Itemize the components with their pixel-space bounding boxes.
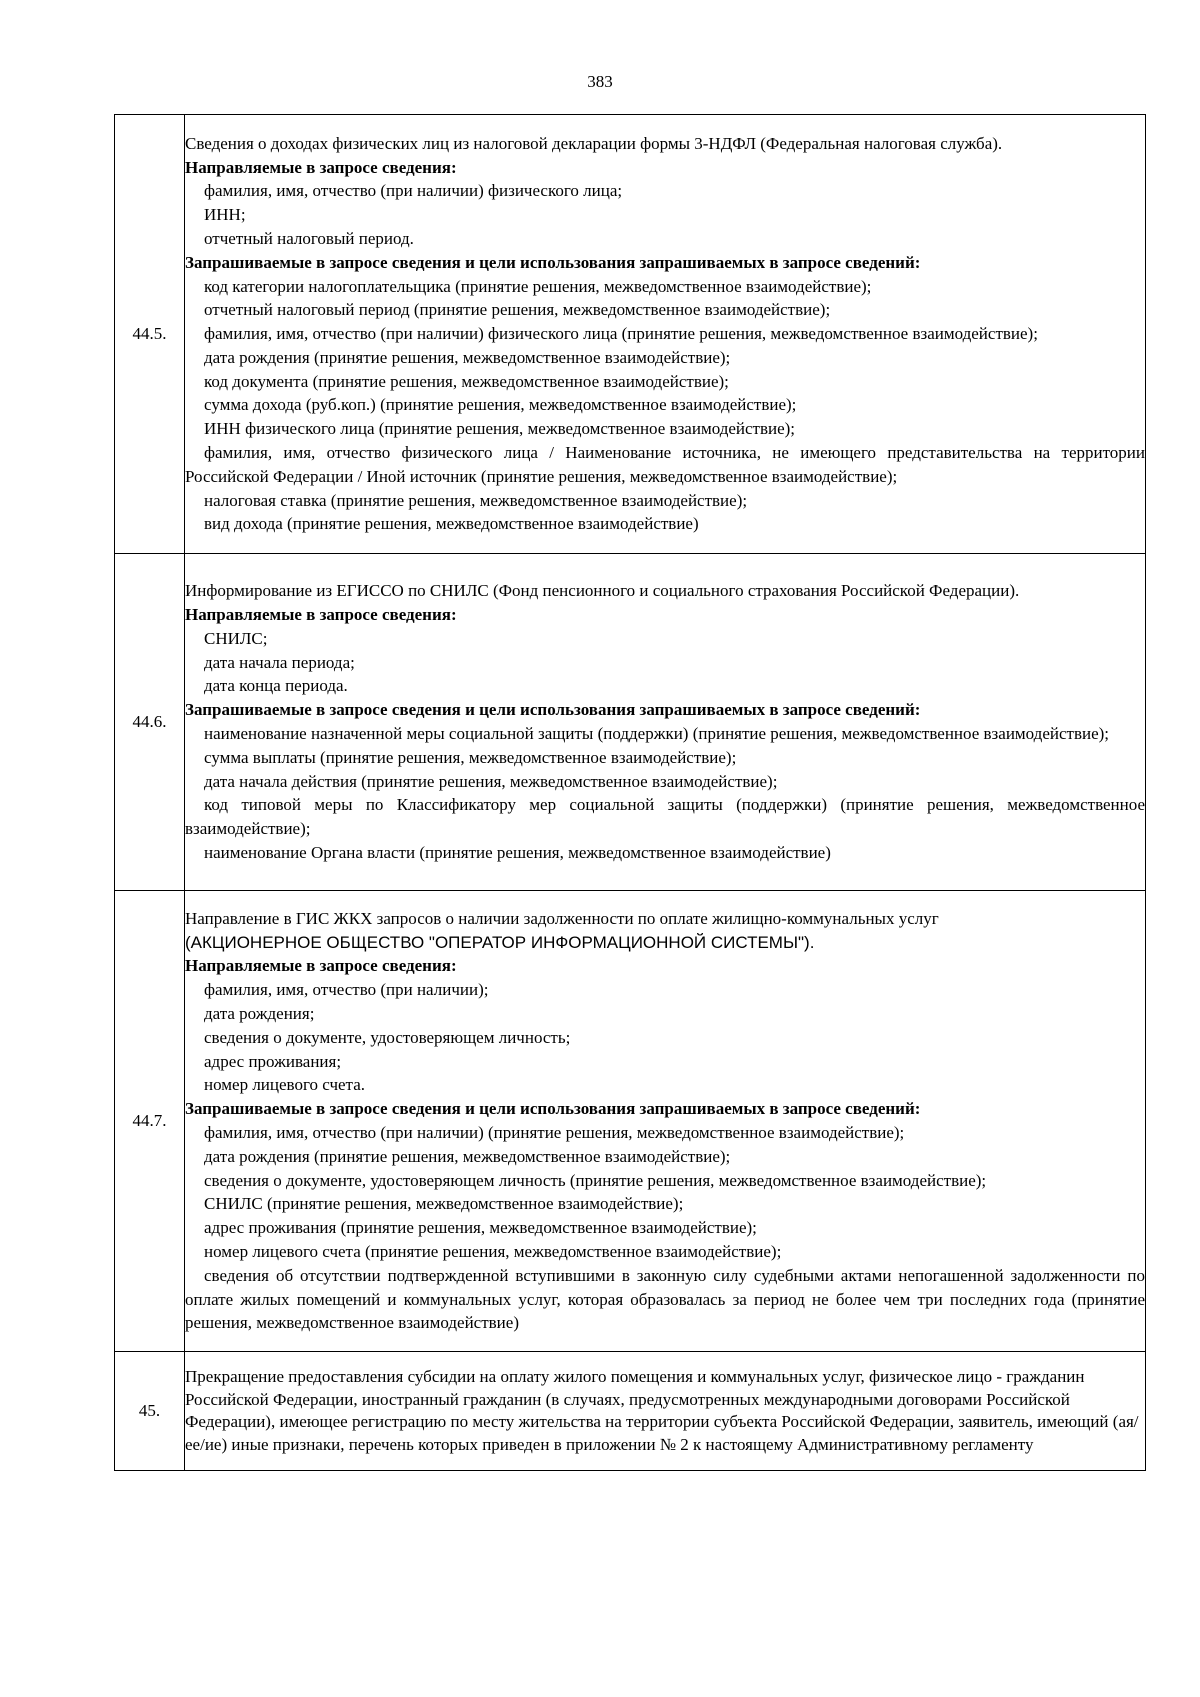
page-number: 383 — [587, 72, 613, 91]
row-number: 44.5. — [115, 115, 185, 554]
list-item: фамилия, имя, отчество физического лица / Наименование источника, не имеющего представительства на территории Российской Федерации / Иной источник (принятие решения, межведомственное взаимодействие); — [185, 443, 1145, 486]
list-item: фамилия, имя, отчество (при наличии); — [204, 980, 489, 1000]
list-item: фамилия, имя, отчество (при наличии) физического лица (принятие решения, межведомственное взаимодействие); — [204, 324, 1038, 344]
list-item: номер лицевого счета. — [204, 1075, 365, 1095]
list-item: вид дохода (принятие решения, межведомственное взаимодействие) — [204, 514, 699, 534]
list-item: наименование назначенной меры социальной защиты (поддержки) (принятие решения, межведомственное взаимодействие); — [204, 724, 1110, 743]
list-item: код типовой меры по Классификатору мер социальной защиты (поддержки) (принятие решения, межведомственное взаимодействие); — [185, 795, 1145, 839]
list-item: дата конца периода. — [204, 676, 348, 696]
list-item: наименование Органа власти (принятие решения, межведомственное взаимодействие) — [204, 842, 831, 862]
list-item: адрес проживания (принятие решения, межведомственное взаимодействие); — [204, 1218, 757, 1238]
list-item: дата рождения (принятие решения, межведомственное взаимодействие); — [204, 347, 731, 367]
row-title-organization: (АКЦИОНЕРНОЕ ОБЩЕСТВО "ОПЕРАТОР ИНФОРМАЦИОННОЙ СИСТЕМЫ"). — [185, 932, 815, 952]
row-number: 44.7. — [115, 891, 185, 1352]
table-row — [115, 891, 1146, 1352]
row-title: Информирование из ЕГИССО по СНИЛС (Фонд пенсионного и социального страхования Российской Федерации). — [185, 581, 1020, 601]
list-item: дата рождения; — [204, 1004, 315, 1024]
table-row — [115, 1352, 1146, 1471]
row-content — [185, 115, 1146, 554]
table-row — [115, 554, 1146, 891]
requested-heading: Запрашиваемые в запросе сведения и цели использования запрашиваемых в запросе сведений: — [185, 252, 921, 272]
row-number: 44.6. — [115, 554, 185, 891]
list-item: фамилия, имя, отчество (при наличии) (принятие решения, межведомственное взаимодействие); — [204, 1123, 905, 1142]
row-content — [185, 554, 1146, 891]
sent-heading: Направляемые в запросе сведения: — [185, 605, 457, 625]
list-item: фамилия, имя, отчество (при наличии) физического лица; — [204, 181, 623, 201]
list-item: СНИЛС; — [204, 628, 268, 648]
list-item: адрес проживания; — [204, 1051, 342, 1071]
list-item: код категории налогоплательщика (принятие решения, межведомственное взаимодействие); — [204, 276, 872, 296]
list-item: код документа (принятие решения, межведомственное взаимодействие); — [204, 371, 729, 391]
row-content — [185, 1352, 1146, 1471]
list-item: дата рождения (принятие решения, межведомственное взаимодействие); — [204, 1146, 731, 1166]
row-title: Направление в ГИС ЖКХ запросов о наличии задолженности по оплате жилищно-коммунальных услуг — [185, 908, 939, 928]
requested-heading: Запрашиваемые в запросе сведения и цели использования запрашиваемых в запросе сведений: — [185, 700, 921, 720]
list-item: СНИЛС (принятие решения, межведомственное взаимодействие); — [204, 1194, 684, 1214]
list-item: отчетный налоговый период. — [204, 228, 414, 248]
list-item: дата начала действия (принятие решения, межведомственное взаимодействие); — [204, 771, 778, 791]
sent-heading: Направляемые в запросе сведения: — [185, 956, 457, 976]
list-item: ИНН физического лица (принятие решения, межведомственное взаимодействие); — [204, 419, 796, 439]
list-item: отчетный налоговый период (принятие решения, межведомственное взаимодействие); — [204, 300, 831, 320]
list-item: сведения о документе, удостоверяющем личность; — [204, 1027, 571, 1047]
services-table — [114, 114, 1146, 1471]
list-item: ИНН; — [204, 205, 246, 225]
list-item: сведения о документе, удостоверяющем личность (принятие решения, межведомственное взаимодействие); — [204, 1170, 987, 1190]
list-item: номер лицевого счета (принятие решения, межведомственное взаимодействие); — [204, 1241, 782, 1261]
row-number: 45. — [115, 1352, 185, 1471]
row-text: Прекращение предоставления субсидии на оплату жилого помещения и коммунальных услуг, физическое лицо - гражданин Российской Федерации, иностранный гражданин (в случаях, предусмотренных международными договорами Российской Федерации), имеющее регистрацию по месту жительства на территории субъекта Российской Федерации, заявитель, имеющий (ая/ее/ие) иные признаки, перечень которых приведен в приложении № 2 к настоящему Административному регламенту — [185, 1367, 1139, 1454]
row-title: Сведения о доходах физических лиц из налоговой декларации формы 3-НДФЛ (Федеральная налоговая служба). — [185, 133, 1003, 153]
list-item: дата начала периода; — [204, 652, 355, 672]
row-content — [185, 891, 1146, 1352]
list-item: сумма дохода (руб.коп.) (принятие решения, межведомственное взаимодействие); — [204, 395, 797, 415]
list-item: налоговая ставка (принятие решения, межведомственное взаимодействие); — [204, 490, 748, 510]
list-item: сумма выплаты (принятие решения, межведомственное взаимодействие); — [204, 747, 737, 767]
requested-heading: Запрашиваемые в запросе сведения и цели использования запрашиваемых в запросе сведений: — [185, 1099, 921, 1119]
list-item: сведения об отсутствии подтвержденной вступившими в законную силу судебными актами непогашенной задолженности по оплате жилых помещений и коммунальных услуг, которая образовалась за период не более чем три последних года (принятие решения, межведомственное взаимодействие) — [185, 1265, 1145, 1333]
sent-heading: Направляемые в запросе сведения: — [185, 157, 457, 177]
table-row — [115, 115, 1146, 554]
